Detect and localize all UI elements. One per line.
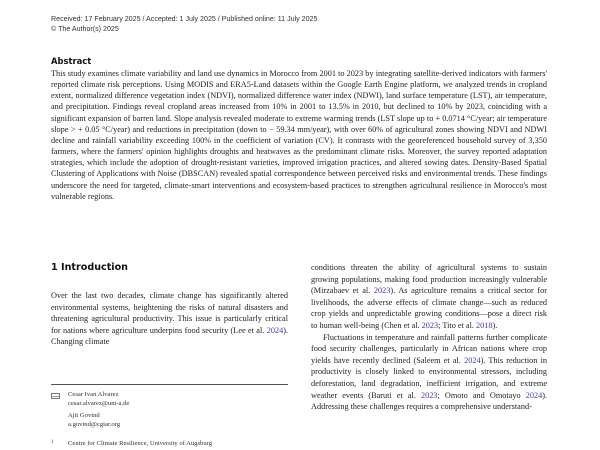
abstract-heading: Abstract — [51, 56, 92, 66]
envelope-icon — [51, 393, 60, 399]
text: ). Addressing these challenges requires a comprehensive understand- — [311, 390, 547, 412]
footnote-divider — [51, 384, 288, 385]
citation-link[interactable]: 2023 — [421, 320, 439, 330]
citation-link[interactable]: 2018 — [476, 320, 493, 330]
affiliation — [51, 440, 212, 447]
text: ; Tito et al. — [438, 320, 476, 330]
publication-meta — [51, 14, 317, 34]
text: ). This reduction in productivity is closely linked to environmental stressors, including deforestation, land degradation, inefficient irrigation, and extreme weather events (Baruti et al. — [311, 355, 548, 400]
publication-dates: Received: 17 February 2025 / Accepted: 1 July 2025 / Published online: 11 July 2025 — [51, 15, 318, 23]
intro-right-column — [311, 262, 547, 413]
intro-paragraph-1-cont — [311, 262, 547, 332]
introduction-heading: 1 Introduction — [51, 262, 129, 273]
intro-paragraph-1 — [51, 290, 288, 348]
copyright: © The Author(s) 2025 — [51, 25, 119, 33]
citation-link[interactable]: 2024 — [525, 390, 543, 400]
text: ). Changing climate — [51, 325, 288, 347]
text: Fluctuations in temperature and rainfall patterns further complicate food security challenges, particularly in African nations where crop yields have recently declined (Saleem et al. — [311, 332, 547, 365]
text: ). As agriculture remains a critical sector for livelihoods, the adverse effects of climate change—such as reduced crop yields and unpredictable growing conditions—pose a direct risk to human well-being (Chen et al. — [311, 286, 547, 330]
text: ; Omoto and Omotayo — [437, 390, 526, 400]
affiliation-text: Centre for Climate Resilience, University of Augsburg — [68, 440, 212, 447]
citation-link[interactable]: 2024 — [464, 355, 481, 365]
text: Over the last two decades, climate change has significantly altered environmental systems, heightening the risks of natural disasters and threatening agricultural productivity. This issue is particularly critical for nations where agriculture underpins food security (Lee et al. — [51, 291, 288, 335]
author-name: Ajit Govind — [68, 412, 100, 420]
abstract-text: This study examines climate variability and land use dynamics in Morocco from 2001 to 2023 by integrating satellite-derived indicators with farmers' reported climate risk perceptions. Using MODIS and ERA5-Land datasets within the Google Earth Engine platform, we analyzed trends in cropland extent, normalized difference vegetation index (NDVI), normalized difference water index (NDWI), land surface temperature (LST), air temperature, and precipitation. Findings reveal cropland areas increased from 10% in 2001 to 13.5% in 2010, but declined to 10% by 2023, coinciding with a significant expansion of barren land. Slope analysis revealed moderate to extreme warming trends (LST slope up to + 0.0714 °C/year; air temperature slope > + 0.05 °C/year) and reductions in precipitation (down to − 59.34 mm/year), with over 60% of agricultural zones showing NDVI and NDWI decline and rainfall variability exceeding 100% in the coefficient of variation (CV). It contrasts with the georeferenced household survey of 3,350 farmers, where the farmers' opinion highlights droughts and heatwaves as the predominant climate risks. Moreover, the survey reported adaptation strategies, which include the adoption of drought-resistant varieties, improved irrigation practices, and altered sowing dates. Density-Based Spatial Clustering of Applications with Noise (DBSCAN) revealed spatial correspondence between perceived risks and environmental trends. These findings underscore the need for targeted, climate-smart interventions and ecosystem-based practices to strengthen agricultural resilience in Morocco's most vulnerable regions. — [51, 69, 547, 201]
citation-link[interactable]: 2023 — [373, 286, 391, 296]
citation-link[interactable]: 2024 — [266, 325, 284, 335]
author-email[interactable]: a.govind@cgiar.org — [68, 421, 121, 429]
text: conditions threaten the ability of agricultural systems to sustain growing populations, making food production increasingly vulnerable (Mirzabaev et al. — [311, 263, 547, 296]
author-1 — [51, 391, 288, 408]
author-name: Cesar Ivan Alvarez — [68, 391, 119, 398]
affiliation-number: 1 — [51, 440, 54, 445]
intro-left-column — [51, 290, 288, 348]
text: ). — [492, 320, 498, 330]
citation-link[interactable]: 2023 — [420, 390, 438, 400]
intro-paragraph-2 — [311, 332, 547, 413]
author-2 — [68, 412, 288, 429]
author-email[interactable]: cesar.alvarez@uni-a.de — [68, 399, 130, 407]
corresponding-authors — [51, 391, 288, 430]
